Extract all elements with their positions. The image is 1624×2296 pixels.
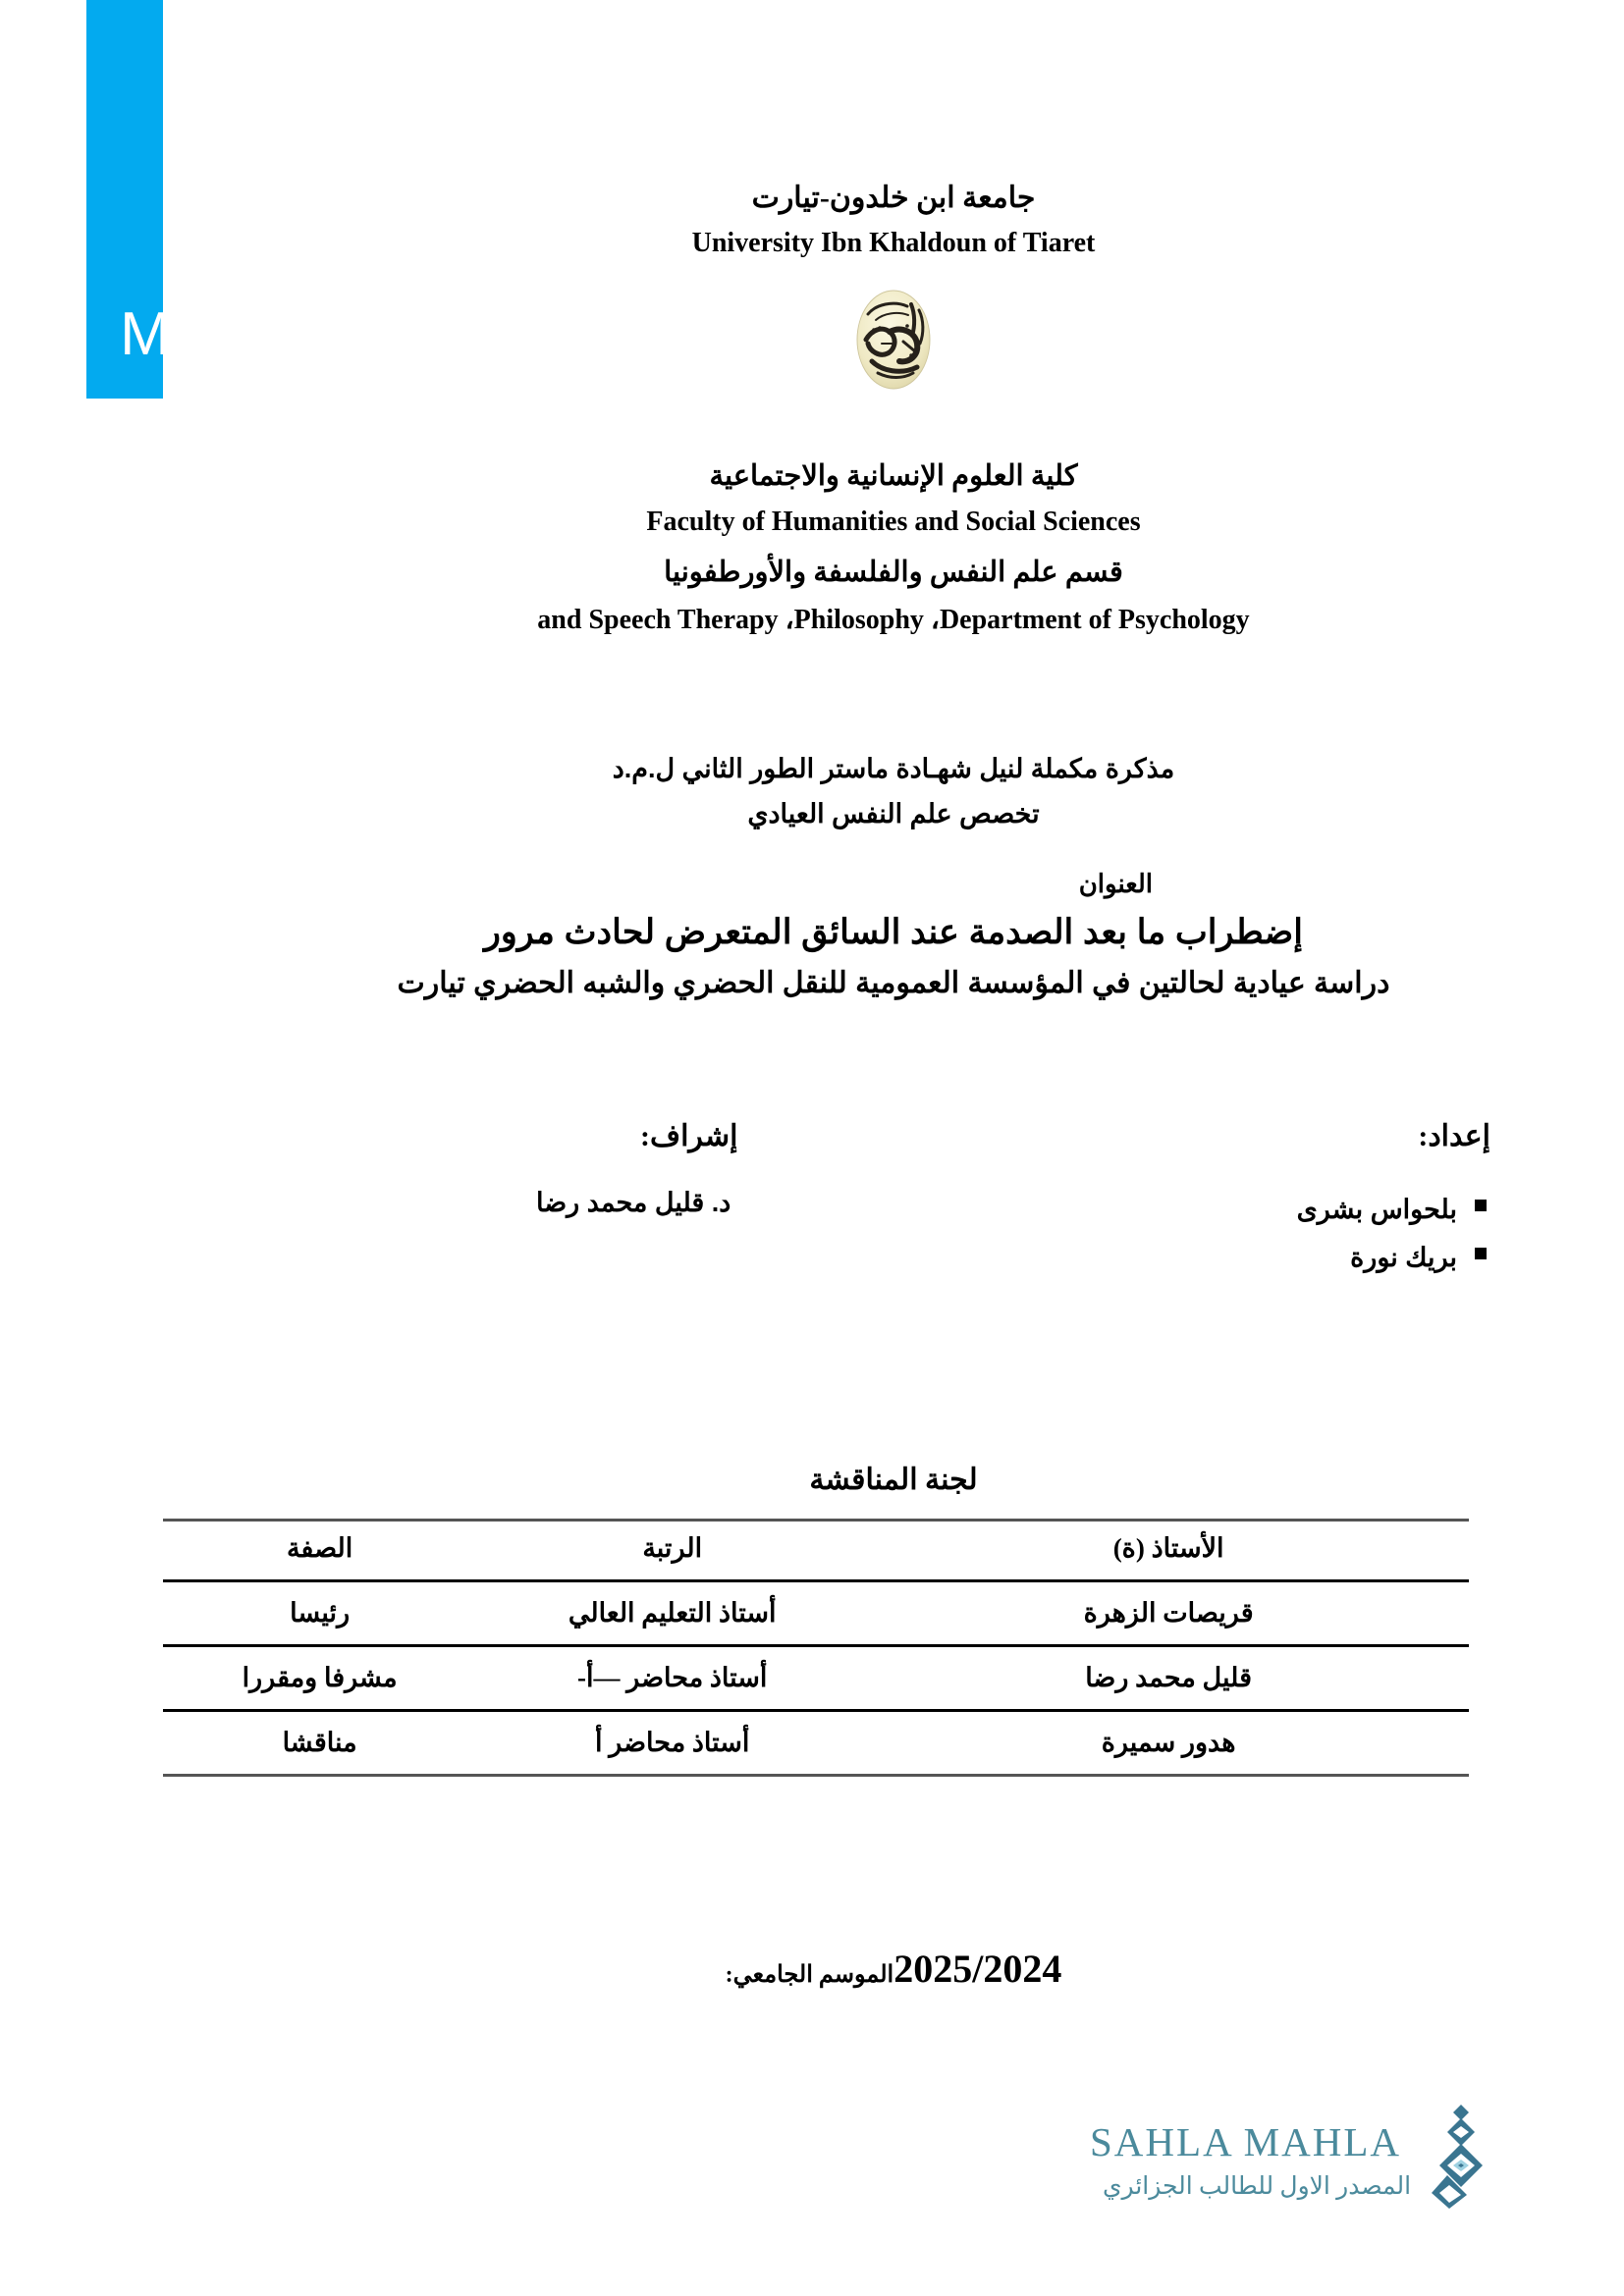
prepared-by-label: إعداد:	[1418, 1120, 1490, 1152]
brand-tagline: المصدر الاول للطالب الجزائري	[1102, 2173, 1412, 2200]
title-label: العنوان	[1078, 869, 1153, 898]
square-bullet-icon	[1475, 1200, 1487, 1211]
student-name: بريك نورة	[1350, 1243, 1457, 1273]
jury-table	[163, 1519, 1469, 1777]
academic-year-line	[163, 1946, 1624, 1992]
document-body	[163, 0, 1624, 2296]
diamond-emblem-icon	[1414, 2103, 1508, 2211]
table-row	[163, 1646, 1469, 1711]
cell-professor: قريصات الزهرة	[868, 1581, 1469, 1646]
cell-professor: قليل محمد رضا	[868, 1646, 1469, 1711]
cell-role: مناقشا	[163, 1711, 476, 1776]
column-header-rank: الرتبة	[476, 1521, 868, 1581]
university-name-english: University Ibn Khaldoun of Tiaret	[691, 228, 1096, 258]
column-header-professor: الأستاذ (ة)	[868, 1521, 1469, 1581]
table-header-row	[163, 1521, 1469, 1581]
sahla-mahla-watermark	[1090, 2110, 1502, 2258]
cell-professor: هدور سميرة	[868, 1711, 1469, 1776]
faculty-name-arabic: كلية العلوم الإنسانية والاجتماعية	[709, 460, 1078, 492]
column-header-role: الصفة	[163, 1521, 476, 1581]
table-row	[163, 1711, 1469, 1776]
table-row	[163, 1581, 1469, 1646]
supervisor-name: د. قليل محمد رضا	[536, 1188, 731, 1217]
university-seal-icon	[846, 287, 941, 393]
student-name: بلحواس بشرى	[1296, 1195, 1457, 1224]
thesis-title: إضطراب ما بعد الصدمة عند السائق المتعرض لحادث مرور	[483, 913, 1303, 951]
square-bullet-icon	[1475, 1248, 1487, 1259]
university-name-arabic: جامعة ابن خلدون-تيارت	[751, 182, 1036, 214]
cell-rank: أستاذ محاضر —أ-	[476, 1646, 868, 1711]
faculty-name-english: Faculty of Humanities and Social Sciences	[646, 507, 1141, 537]
brand-name: SAHLA MAHLA	[1090, 2119, 1401, 2164]
cell-role: مشرفا ومقررا	[163, 1646, 476, 1711]
cell-rank: أستاذ محاضر أ	[476, 1711, 868, 1776]
cell-role: رئيسا	[163, 1581, 476, 1646]
cell-rank: أستاذ التعليم العالي	[476, 1581, 868, 1646]
degree-statement-line-2: تخصص علم النفس العيادي	[747, 799, 1040, 828]
student-list	[1133, 1186, 1487, 1282]
academic-year-label: الموسم الجامعي:	[725, 1962, 894, 1988]
supervisor-label: إشراف:	[640, 1120, 738, 1152]
list-item	[1133, 1186, 1487, 1234]
academic-year-value: 2025/2024	[893, 1947, 1062, 1991]
thesis-subtitle: دراسة عيادية لحالتين في المؤسسة العمومية للنقل الحضري والشبه الحضري تيارت	[397, 967, 1390, 999]
degree-statement-line-1: مذكرة مكملة لنيل شهـادة ماستر الطور الثاني ل.م.د	[612, 754, 1175, 783]
m-letter-mark: M	[120, 300, 171, 368]
department-name-arabic: قسم علم النفس والفلسفة والأورطفونيا	[664, 557, 1123, 588]
jury-heading: لجنة المناقشة	[809, 1464, 978, 1496]
list-item	[1133, 1234, 1487, 1282]
department-name-english: and Speech Therapy ،Philosophy ،Department of Psychology	[537, 605, 1250, 635]
